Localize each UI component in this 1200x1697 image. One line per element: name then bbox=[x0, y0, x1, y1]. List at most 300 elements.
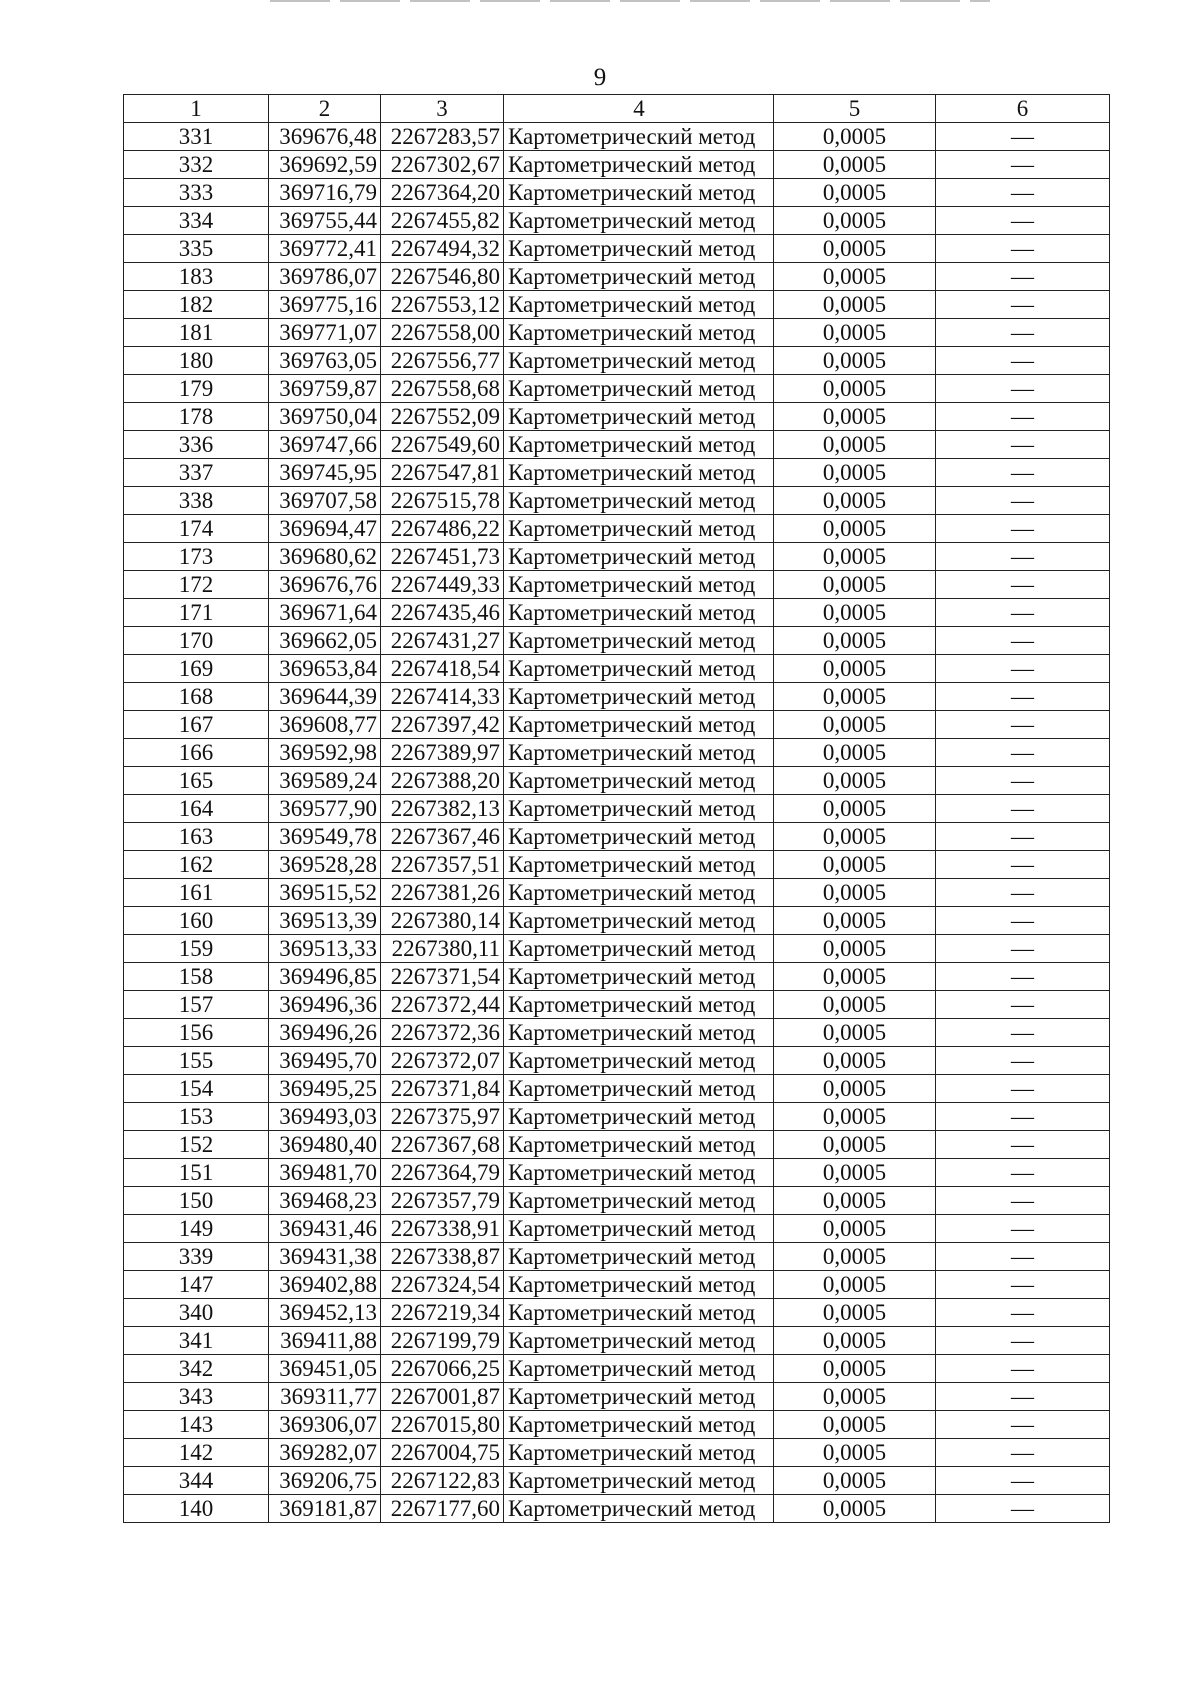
method-cell: Картометрический метод bbox=[504, 543, 774, 571]
coordinate-y: 2267553,12 bbox=[381, 291, 504, 319]
table-row bbox=[124, 1019, 1110, 1047]
coordinate-x: 369496,85 bbox=[269, 963, 381, 991]
coordinate-y: 2267431,27 bbox=[381, 627, 504, 655]
coordinate-x: 369402,88 bbox=[269, 1271, 381, 1299]
point-number: 142 bbox=[124, 1439, 269, 1467]
note-cell: — bbox=[936, 375, 1110, 403]
precision-cell: 0,0005 bbox=[774, 627, 936, 655]
point-number: 168 bbox=[124, 683, 269, 711]
note-cell: — bbox=[936, 123, 1110, 151]
table-row bbox=[124, 711, 1110, 739]
table-row bbox=[124, 1243, 1110, 1271]
coordinate-x: 369759,87 bbox=[269, 375, 381, 403]
method-cell: Картометрический метод bbox=[504, 1243, 774, 1271]
note-cell: — bbox=[936, 1075, 1110, 1103]
coordinate-y: 2267381,26 bbox=[381, 879, 504, 907]
table-row bbox=[124, 1299, 1110, 1327]
coordinate-y: 2267371,84 bbox=[381, 1075, 504, 1103]
method-cell: Картометрический метод bbox=[504, 655, 774, 683]
method-cell: Картометрический метод bbox=[504, 1047, 774, 1075]
note-cell: — bbox=[936, 1439, 1110, 1467]
point-number: 334 bbox=[124, 207, 269, 235]
point-number: 159 bbox=[124, 935, 269, 963]
point-number: 143 bbox=[124, 1411, 269, 1439]
precision-cell: 0,0005 bbox=[774, 515, 936, 543]
note-cell: — bbox=[936, 655, 1110, 683]
coordinate-y: 2267375,97 bbox=[381, 1103, 504, 1131]
coordinate-y: 2267435,46 bbox=[381, 599, 504, 627]
method-cell: Картометрический метод bbox=[504, 767, 774, 795]
note-cell: — bbox=[936, 907, 1110, 935]
coordinate-x: 369493,03 bbox=[269, 1103, 381, 1131]
coordinate-x: 369707,58 bbox=[269, 487, 381, 515]
coordinate-x: 369772,41 bbox=[269, 235, 381, 263]
precision-cell: 0,0005 bbox=[774, 879, 936, 907]
point-number: 339 bbox=[124, 1243, 269, 1271]
note-cell: — bbox=[936, 1383, 1110, 1411]
coordinate-x: 369786,07 bbox=[269, 263, 381, 291]
coordinate-y: 2267372,36 bbox=[381, 1019, 504, 1047]
coordinate-y: 2267552,09 bbox=[381, 403, 504, 431]
coordinate-x: 369745,95 bbox=[269, 459, 381, 487]
point-number: 140 bbox=[124, 1495, 269, 1523]
note-cell: — bbox=[936, 963, 1110, 991]
method-cell: Картометрический метод bbox=[504, 851, 774, 879]
coordinate-y: 2267001,87 bbox=[381, 1383, 504, 1411]
precision-cell: 0,0005 bbox=[774, 907, 936, 935]
precision-cell: 0,0005 bbox=[774, 571, 936, 599]
table-row bbox=[124, 767, 1110, 795]
coordinate-y: 2267515,78 bbox=[381, 487, 504, 515]
method-cell: Картометрический метод bbox=[504, 179, 774, 207]
point-number: 156 bbox=[124, 1019, 269, 1047]
coordinate-x: 369495,25 bbox=[269, 1075, 381, 1103]
table-row bbox=[124, 1159, 1110, 1187]
method-cell: Картометрический метод bbox=[504, 291, 774, 319]
precision-cell: 0,0005 bbox=[774, 291, 936, 319]
method-cell: Картометрический метод bbox=[504, 1411, 774, 1439]
precision-cell: 0,0005 bbox=[774, 459, 936, 487]
coordinate-y: 2267372,44 bbox=[381, 991, 504, 1019]
method-cell: Картометрический метод bbox=[504, 963, 774, 991]
coordinate-x: 369480,40 bbox=[269, 1131, 381, 1159]
coordinate-x: 369206,75 bbox=[269, 1467, 381, 1495]
coordinate-x: 369589,24 bbox=[269, 767, 381, 795]
table-row bbox=[124, 823, 1110, 851]
coordinate-y: 2267380,11 bbox=[381, 935, 504, 963]
coordinate-x: 369716,79 bbox=[269, 179, 381, 207]
table-row bbox=[124, 459, 1110, 487]
coordinate-x: 369311,77 bbox=[269, 1383, 381, 1411]
precision-cell: 0,0005 bbox=[774, 431, 936, 459]
coordinate-y: 2267122,83 bbox=[381, 1467, 504, 1495]
table-row bbox=[124, 683, 1110, 711]
note-cell: — bbox=[936, 1131, 1110, 1159]
note-cell: — bbox=[936, 459, 1110, 487]
table-row bbox=[124, 571, 1110, 599]
note-cell: — bbox=[936, 991, 1110, 1019]
precision-cell: 0,0005 bbox=[774, 1019, 936, 1047]
method-cell: Картометрический метод bbox=[504, 235, 774, 263]
coordinate-y: 2267364,20 bbox=[381, 179, 504, 207]
table-row bbox=[124, 403, 1110, 431]
coordinate-x: 369513,39 bbox=[269, 907, 381, 935]
note-cell: — bbox=[936, 627, 1110, 655]
coordinate-x: 369608,77 bbox=[269, 711, 381, 739]
coordinate-y: 2267547,81 bbox=[381, 459, 504, 487]
precision-cell: 0,0005 bbox=[774, 1103, 936, 1131]
point-number: 343 bbox=[124, 1383, 269, 1411]
method-cell: Картометрический метод bbox=[504, 571, 774, 599]
coordinate-y: 2267219,34 bbox=[381, 1299, 504, 1327]
column-header-3: 3 bbox=[381, 95, 504, 123]
precision-cell: 0,0005 bbox=[774, 655, 936, 683]
table-row bbox=[124, 319, 1110, 347]
note-cell: — bbox=[936, 1215, 1110, 1243]
note-cell: — bbox=[936, 207, 1110, 235]
precision-cell: 0,0005 bbox=[774, 123, 936, 151]
coordinate-x: 369411,88 bbox=[269, 1327, 381, 1355]
coordinate-x: 369468,23 bbox=[269, 1187, 381, 1215]
table-row bbox=[124, 1047, 1110, 1075]
note-cell: — bbox=[936, 767, 1110, 795]
table-row bbox=[124, 599, 1110, 627]
coordinate-y: 2267199,79 bbox=[381, 1327, 504, 1355]
method-cell: Картометрический метод bbox=[504, 683, 774, 711]
coordinate-y: 2267357,51 bbox=[381, 851, 504, 879]
precision-cell: 0,0005 bbox=[774, 795, 936, 823]
note-cell: — bbox=[936, 879, 1110, 907]
table-row bbox=[124, 263, 1110, 291]
note-cell: — bbox=[936, 1019, 1110, 1047]
table-row bbox=[124, 375, 1110, 403]
method-cell: Картометрический метод bbox=[504, 1131, 774, 1159]
point-number: 174 bbox=[124, 515, 269, 543]
point-number: 344 bbox=[124, 1467, 269, 1495]
method-cell: Картометрический метод bbox=[504, 1327, 774, 1355]
point-number: 340 bbox=[124, 1299, 269, 1327]
coordinate-y: 2267004,75 bbox=[381, 1439, 504, 1467]
point-number: 180 bbox=[124, 347, 269, 375]
coordinate-y: 2267494,32 bbox=[381, 235, 504, 263]
method-cell: Картометрический метод bbox=[504, 1495, 774, 1523]
coordinate-y: 2267338,87 bbox=[381, 1243, 504, 1271]
coordinate-y: 2267372,07 bbox=[381, 1047, 504, 1075]
note-cell: — bbox=[936, 291, 1110, 319]
note-cell: — bbox=[936, 1243, 1110, 1271]
note-cell: — bbox=[936, 1495, 1110, 1523]
precision-cell: 0,0005 bbox=[774, 767, 936, 795]
precision-cell: 0,0005 bbox=[774, 1047, 936, 1075]
method-cell: Картометрический метод bbox=[504, 795, 774, 823]
point-number: 151 bbox=[124, 1159, 269, 1187]
coordinate-y: 2267380,14 bbox=[381, 907, 504, 935]
note-cell: — bbox=[936, 1103, 1110, 1131]
coordinate-x: 369750,04 bbox=[269, 403, 381, 431]
coordinate-y: 2267414,33 bbox=[381, 683, 504, 711]
method-cell: Картометрический метод bbox=[504, 1383, 774, 1411]
method-cell: Картометрический метод bbox=[504, 599, 774, 627]
coordinate-x: 369181,87 bbox=[269, 1495, 381, 1523]
table-row bbox=[124, 347, 1110, 375]
coordinate-y: 2267397,42 bbox=[381, 711, 504, 739]
coordinate-y: 2267486,22 bbox=[381, 515, 504, 543]
coordinate-x: 369747,66 bbox=[269, 431, 381, 459]
note-cell: — bbox=[936, 711, 1110, 739]
coordinate-y: 2267382,13 bbox=[381, 795, 504, 823]
coordinate-x: 369676,48 bbox=[269, 123, 381, 151]
note-cell: — bbox=[936, 1187, 1110, 1215]
table-row bbox=[124, 543, 1110, 571]
note-cell: — bbox=[936, 823, 1110, 851]
table-row bbox=[124, 627, 1110, 655]
precision-cell: 0,0005 bbox=[774, 935, 936, 963]
coordinate-x: 369515,52 bbox=[269, 879, 381, 907]
method-cell: Картометрический метод bbox=[504, 935, 774, 963]
point-number: 331 bbox=[124, 123, 269, 151]
method-cell: Картометрический метод bbox=[504, 151, 774, 179]
point-number: 152 bbox=[124, 1131, 269, 1159]
point-number: 150 bbox=[124, 1187, 269, 1215]
table-row bbox=[124, 935, 1110, 963]
coordinate-x: 369451,05 bbox=[269, 1355, 381, 1383]
coordinate-y: 2267283,57 bbox=[381, 123, 504, 151]
note-cell: — bbox=[936, 1299, 1110, 1327]
table-row bbox=[124, 1355, 1110, 1383]
precision-cell: 0,0005 bbox=[774, 1467, 936, 1495]
method-cell: Картометрический метод bbox=[504, 1271, 774, 1299]
method-cell: Картометрический метод bbox=[504, 123, 774, 151]
page-number: 9 bbox=[593, 64, 607, 91]
method-cell: Картометрический метод bbox=[504, 879, 774, 907]
coordinate-y: 2267418,54 bbox=[381, 655, 504, 683]
method-cell: Картометрический метод bbox=[504, 347, 774, 375]
method-cell: Картометрический метод bbox=[504, 991, 774, 1019]
method-cell: Картометрический метод bbox=[504, 1355, 774, 1383]
table-header bbox=[124, 95, 1110, 123]
table-row bbox=[124, 851, 1110, 879]
precision-cell: 0,0005 bbox=[774, 1159, 936, 1187]
table-row bbox=[124, 1271, 1110, 1299]
coordinate-y: 2267371,54 bbox=[381, 963, 504, 991]
note-cell: — bbox=[936, 431, 1110, 459]
precision-cell: 0,0005 bbox=[774, 263, 936, 291]
method-cell: Картометрический метод bbox=[504, 711, 774, 739]
precision-cell: 0,0005 bbox=[774, 235, 936, 263]
coordinate-x: 369306,07 bbox=[269, 1411, 381, 1439]
coordinate-y: 2267388,20 bbox=[381, 767, 504, 795]
point-number: 173 bbox=[124, 543, 269, 571]
note-cell: — bbox=[936, 1271, 1110, 1299]
point-number: 149 bbox=[124, 1215, 269, 1243]
table-row bbox=[124, 1075, 1110, 1103]
point-number: 181 bbox=[124, 319, 269, 347]
precision-cell: 0,0005 bbox=[774, 711, 936, 739]
method-cell: Картометрический метод bbox=[504, 907, 774, 935]
table-row bbox=[124, 291, 1110, 319]
precision-cell: 0,0005 bbox=[774, 823, 936, 851]
coordinate-x: 369481,70 bbox=[269, 1159, 381, 1187]
note-cell: — bbox=[936, 319, 1110, 347]
coordinate-y: 2267015,80 bbox=[381, 1411, 504, 1439]
precision-cell: 0,0005 bbox=[774, 1411, 936, 1439]
table-row bbox=[124, 431, 1110, 459]
coordinate-x: 369431,46 bbox=[269, 1215, 381, 1243]
note-cell: — bbox=[936, 1355, 1110, 1383]
precision-cell: 0,0005 bbox=[774, 1215, 936, 1243]
coordinate-x: 369282,07 bbox=[269, 1439, 381, 1467]
point-number: 337 bbox=[124, 459, 269, 487]
precision-cell: 0,0005 bbox=[774, 1271, 936, 1299]
table-row bbox=[124, 879, 1110, 907]
point-number: 165 bbox=[124, 767, 269, 795]
coordinate-y: 2267324,54 bbox=[381, 1271, 504, 1299]
table-row bbox=[124, 795, 1110, 823]
coordinate-y: 2267549,60 bbox=[381, 431, 504, 459]
note-cell: — bbox=[936, 571, 1110, 599]
table-row bbox=[124, 991, 1110, 1019]
precision-cell: 0,0005 bbox=[774, 599, 936, 627]
coordinate-x: 369528,28 bbox=[269, 851, 381, 879]
column-header-2: 2 bbox=[269, 95, 381, 123]
method-cell: Картометрический метод bbox=[504, 1439, 774, 1467]
top-scan-rule bbox=[270, 0, 990, 2]
coordinate-y: 2267455,82 bbox=[381, 207, 504, 235]
precision-cell: 0,0005 bbox=[774, 403, 936, 431]
method-cell: Картометрический метод bbox=[504, 1467, 774, 1495]
precision-cell: 0,0005 bbox=[774, 851, 936, 879]
coordinate-x: 369577,90 bbox=[269, 795, 381, 823]
coordinate-x: 369671,64 bbox=[269, 599, 381, 627]
coordinate-y: 2267546,80 bbox=[381, 263, 504, 291]
point-number: 332 bbox=[124, 151, 269, 179]
note-cell: — bbox=[936, 515, 1110, 543]
coordinate-x: 369513,33 bbox=[269, 935, 381, 963]
precision-cell: 0,0005 bbox=[774, 1299, 936, 1327]
point-number: 183 bbox=[124, 263, 269, 291]
table-row bbox=[124, 963, 1110, 991]
point-number: 179 bbox=[124, 375, 269, 403]
coordinates-table bbox=[123, 94, 1110, 1523]
table-row bbox=[124, 207, 1110, 235]
column-header-4: 4 bbox=[504, 95, 774, 123]
point-number: 171 bbox=[124, 599, 269, 627]
precision-cell: 0,0005 bbox=[774, 1243, 936, 1271]
precision-cell: 0,0005 bbox=[774, 683, 936, 711]
point-number: 154 bbox=[124, 1075, 269, 1103]
coordinate-y: 2267177,60 bbox=[381, 1495, 504, 1523]
coordinate-x: 369775,16 bbox=[269, 291, 381, 319]
point-number: 335 bbox=[124, 235, 269, 263]
method-cell: Картометрический метод bbox=[504, 1075, 774, 1103]
table-row bbox=[124, 1327, 1110, 1355]
precision-cell: 0,0005 bbox=[774, 1327, 936, 1355]
precision-cell: 0,0005 bbox=[774, 991, 936, 1019]
precision-cell: 0,0005 bbox=[774, 179, 936, 207]
point-number: 342 bbox=[124, 1355, 269, 1383]
point-number: 158 bbox=[124, 963, 269, 991]
coordinate-y: 2267364,79 bbox=[381, 1159, 504, 1187]
method-cell: Картометрический метод bbox=[504, 403, 774, 431]
point-number: 157 bbox=[124, 991, 269, 1019]
note-cell: — bbox=[936, 599, 1110, 627]
note-cell: — bbox=[936, 179, 1110, 207]
table-row bbox=[124, 151, 1110, 179]
method-cell: Картометрический метод bbox=[504, 1215, 774, 1243]
point-number: 170 bbox=[124, 627, 269, 655]
coordinate-x: 369653,84 bbox=[269, 655, 381, 683]
point-number: 162 bbox=[124, 851, 269, 879]
point-number: 153 bbox=[124, 1103, 269, 1131]
coordinate-y: 2267367,46 bbox=[381, 823, 504, 851]
point-number: 178 bbox=[124, 403, 269, 431]
note-cell: — bbox=[936, 403, 1110, 431]
method-cell: Картометрический метод bbox=[504, 515, 774, 543]
coordinate-x: 369771,07 bbox=[269, 319, 381, 347]
note-cell: — bbox=[936, 851, 1110, 879]
note-cell: — bbox=[936, 795, 1110, 823]
precision-cell: 0,0005 bbox=[774, 1187, 936, 1215]
coordinate-y: 2267451,73 bbox=[381, 543, 504, 571]
coordinate-y: 2267558,68 bbox=[381, 375, 504, 403]
table-row bbox=[124, 515, 1110, 543]
point-number: 338 bbox=[124, 487, 269, 515]
coordinate-x: 369662,05 bbox=[269, 627, 381, 655]
point-number: 161 bbox=[124, 879, 269, 907]
coordinate-x: 369644,39 bbox=[269, 683, 381, 711]
table-row bbox=[124, 1187, 1110, 1215]
precision-cell: 0,0005 bbox=[774, 1383, 936, 1411]
column-header-5: 5 bbox=[774, 95, 936, 123]
method-cell: Картометрический метод bbox=[504, 487, 774, 515]
precision-cell: 0,0005 bbox=[774, 739, 936, 767]
point-number: 164 bbox=[124, 795, 269, 823]
coordinate-x: 369755,44 bbox=[269, 207, 381, 235]
note-cell: — bbox=[936, 235, 1110, 263]
table-row bbox=[124, 1495, 1110, 1523]
coordinate-x: 369549,78 bbox=[269, 823, 381, 851]
precision-cell: 0,0005 bbox=[774, 1439, 936, 1467]
table-row bbox=[124, 179, 1110, 207]
point-number: 333 bbox=[124, 179, 269, 207]
note-cell: — bbox=[936, 1467, 1110, 1495]
table-row bbox=[124, 1215, 1110, 1243]
table-row bbox=[124, 123, 1110, 151]
table-row bbox=[124, 1131, 1110, 1159]
point-number: 163 bbox=[124, 823, 269, 851]
column-header-6: 6 bbox=[936, 95, 1110, 123]
coordinate-y: 2267338,91 bbox=[381, 1215, 504, 1243]
precision-cell: 0,0005 bbox=[774, 347, 936, 375]
point-number: 336 bbox=[124, 431, 269, 459]
method-cell: Картометрический метод bbox=[504, 431, 774, 459]
header-row bbox=[124, 95, 1110, 123]
table-row bbox=[124, 1439, 1110, 1467]
precision-cell: 0,0005 bbox=[774, 963, 936, 991]
note-cell: — bbox=[936, 347, 1110, 375]
point-number: 172 bbox=[124, 571, 269, 599]
coordinate-x: 369692,59 bbox=[269, 151, 381, 179]
note-cell: — bbox=[936, 1327, 1110, 1355]
table-row bbox=[124, 655, 1110, 683]
table-row bbox=[124, 235, 1110, 263]
coordinate-y: 2267066,25 bbox=[381, 1355, 504, 1383]
method-cell: Картометрический метод bbox=[504, 1299, 774, 1327]
coordinate-x: 369452,13 bbox=[269, 1299, 381, 1327]
method-cell: Картометрический метод bbox=[504, 207, 774, 235]
method-cell: Картометрический метод bbox=[504, 627, 774, 655]
coordinate-x: 369680,62 bbox=[269, 543, 381, 571]
